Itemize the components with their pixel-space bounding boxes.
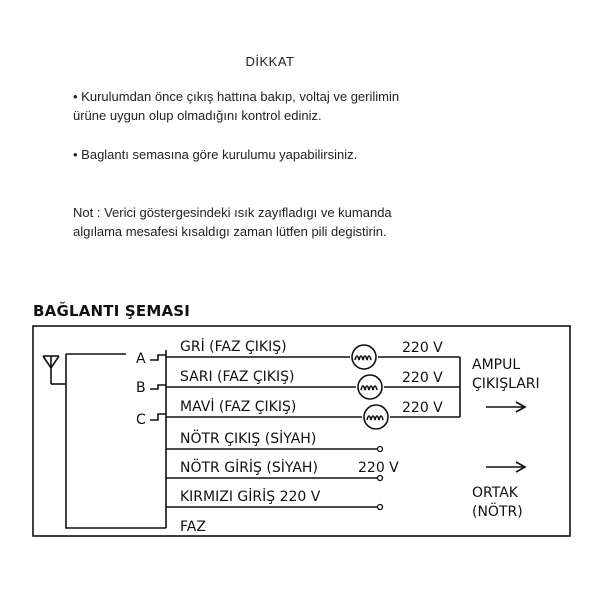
lamp-icon	[364, 405, 388, 429]
terminal-dot-kirmizi	[378, 505, 383, 510]
wire-label-notr-giris: NÖTR GİRİŞ (SİYAH)	[180, 460, 318, 476]
outputs-label-line-2: ÇIKIŞLARI	[472, 376, 540, 392]
terminal-a: A	[136, 351, 146, 367]
wire-label-gri: GRİ (FAZ ÇIKIŞ)	[180, 339, 287, 355]
outputs-label-line-1: AMPUL	[472, 357, 521, 373]
arrow-right-icon	[486, 462, 525, 472]
common-label-line-2: (NÖTR)	[472, 504, 523, 520]
lamp-icon	[358, 375, 382, 399]
lead-a	[150, 355, 166, 360]
wire-label-mavi: MAVİ (FAZ ÇIKIŞ)	[180, 399, 297, 415]
diagram-title: BAĞLANTI ŞEMASI	[33, 302, 191, 320]
arrow-right-icon	[486, 402, 525, 412]
wire-voltage-sari: 220 V	[402, 370, 443, 386]
instruction-item-1-line-2: ürüne uygun olup olmadığını kontrol ediniz.	[73, 108, 322, 123]
battery-note-line-1: Not : Verici göstergesindeki ısık zayıfladıgı ve kumanda	[73, 205, 392, 220]
wire-label-faz: FAZ	[180, 519, 206, 535]
controller-box	[66, 354, 166, 528]
wire-voltage-gri: 220 V	[402, 340, 443, 356]
wire-label-sari: SARI (FAZ ÇIKIŞ)	[180, 369, 295, 385]
terminal-b: B	[136, 380, 146, 396]
lead-c	[150, 414, 166, 420]
terminal-dot-notr-giris	[378, 476, 383, 481]
terminal-c: C	[136, 412, 146, 428]
lamp-icon	[352, 345, 376, 369]
warning-title: DİKKAT	[245, 54, 295, 69]
antenna-icon	[43, 356, 66, 384]
common-label-line-1: ORTAK	[472, 485, 518, 501]
wire-voltage-mavi: 220 V	[402, 400, 443, 416]
instruction-item-2: • Baglantı semasına göre kurulumu yapabilirsiniz.	[73, 147, 358, 162]
terminal-dot-notr-cikis	[378, 447, 383, 452]
battery-note-line-2: algılama mesafesi kısaldıgı zaman lütfen pili degistirin.	[73, 224, 387, 239]
lead-b	[150, 385, 166, 389]
wire-voltage-notr-giris: 220 V	[358, 460, 399, 476]
wire-label-kirmizi: KIRMIZI GİRİŞ 220 V	[180, 489, 321, 505]
wire-label-notr-cikis: NÖTR ÇIKIŞ (SİYAH)	[180, 431, 317, 447]
instruction-item-1-line-1: • Kurulumdan önce çıkış hattına bakıp, voltaj ve gerilimin	[73, 89, 400, 104]
